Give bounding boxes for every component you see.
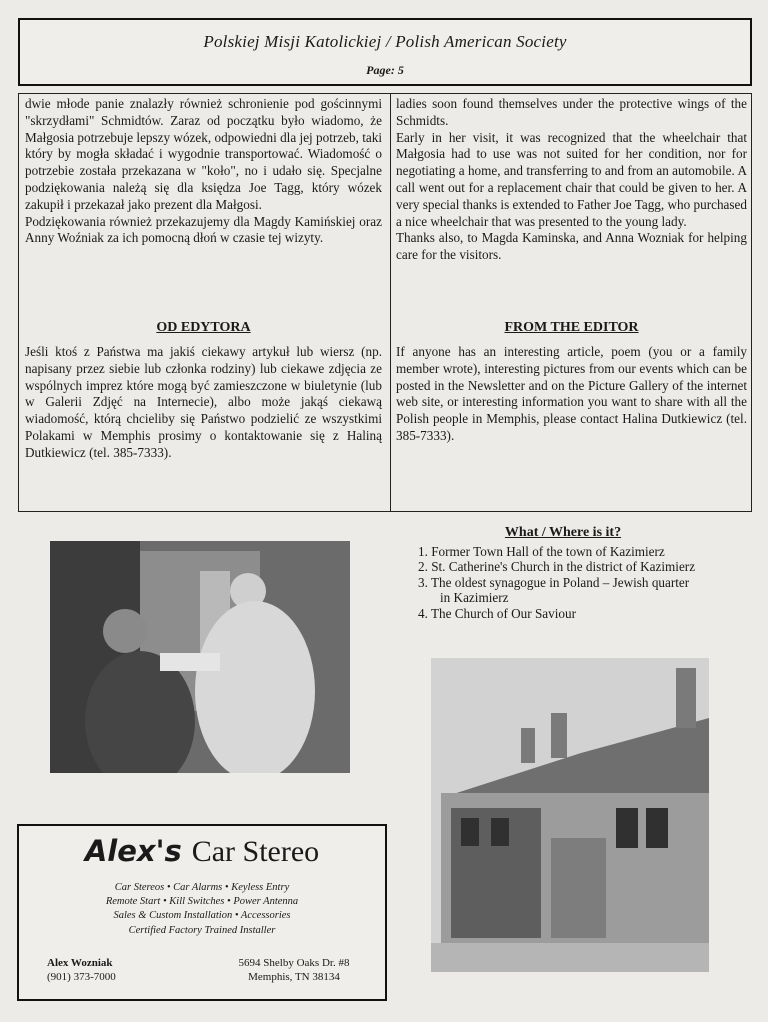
photo-building: [431, 658, 709, 972]
list-item: in Kazimierz: [440, 590, 509, 605]
what-where-section: [418, 525, 758, 621]
paragraph: ladies soon found themselves under the protective wings of the Schmidts.: [396, 96, 747, 128]
list-item: 3. The oldest synagogue in Poland – Jewish quarter: [418, 574, 690, 590]
paragraph: Thanks also, to Magda Kaminska, and Anna Wozniak for helping care for the visitors.: [396, 230, 747, 263]
paragraph: Jeśli ktoś z Państwa ma jakiś ciekawy artykuł lub wiersz (np. napisany przez siebie lub członka rodziny) lub ciekawe zdjęcia ze wspólnych imprez które mogą być zamieszczone w biuletynie (lub w Galerii Zdjęć na Internecie), albo może jakąś ciekawą wiadomość, którą chcieliby się Państwo podzielić ze wszystkimi Polakami w Memphis prosimy o kontaktowanie się z Haliną Dutkiewicz (tel. 385-7333).: [25, 344, 382, 460]
heading-from-the-editor: FROM THE EDITOR: [504, 320, 639, 335]
ad-service-line: Remote Start • Kill Switches • Power Antenna: [105, 896, 299, 908]
editor-note-polish: [25, 344, 382, 462]
column-divider: [390, 94, 391, 511]
what-where-list: [418, 544, 758, 622]
ad-address-line: Memphis, TN 38134: [248, 971, 340, 983]
heading-od-edytora: OD EDYTORA: [156, 320, 251, 335]
photo-presentation: [50, 541, 350, 773]
page-number: Page: 5: [366, 63, 404, 77]
what-where-title: What / Where is it?: [504, 525, 622, 540]
paragraph: If anyone has an interesting article, poem (you or a family member wrote), interesting pictures from our events which can be posted in the Newsletter and on the Picture Gallery of the internet web site, or interesting information you want to share with all the Polish people in Memphis, please contact Halina Dutkiewicz (tel. 385-7333).: [396, 344, 747, 443]
ad-service-line: Certified Factory Trained Installer: [128, 924, 276, 936]
ad-services: [19, 881, 385, 938]
article-box: [18, 93, 752, 512]
photo-presentation-image: [50, 541, 350, 773]
newsletter-title: Polskiej Misji Katolickiej / Polish American Society: [203, 32, 567, 51]
alex-car-stereo-ad: [17, 824, 387, 1001]
ad-address-line: 5694 Shelby Oaks Dr. #8: [238, 957, 350, 969]
list-item: 4. The Church of Our Saviour: [418, 605, 576, 621]
ad-service-line: Car Stereos • Car Alarms • Keyless Entry: [114, 882, 290, 893]
article-polish: [25, 96, 382, 247]
ad-title-text: Car Stereo: [191, 835, 320, 868]
ad-contact-name: Alex Wozniak: [47, 957, 113, 969]
ad-contact: [47, 956, 116, 984]
ad-brand: Alex's: [84, 834, 182, 868]
list-item: 1. Former Town Hall of the town of Kazimierz: [418, 543, 665, 559]
ad-title: [19, 834, 385, 869]
list-item: 2. St. Catherine's Church in the district of Kazimierz: [418, 559, 696, 574]
ad-address: [224, 956, 364, 984]
paragraph: Podziękowania również przekazujemy dla Magdy Kamińskiej oraz Anny Woźniak za ich pomocną dłoń w czasie tej wizyty.: [25, 213, 382, 246]
ad-contact-phone: (901) 373-7000: [47, 971, 116, 983]
editor-note-english: [396, 344, 747, 445]
photo-building-image: [431, 658, 709, 972]
paragraph: dwie młode panie znalazły również schronienie pod gościnnymi "skrzydłami" Schmidtów. Zaraz od początku było wiadomo, że Małgosia potrzebuje lepszy wózek, odpowiedni dla jej potrzeb, taki który by mogła składać i wygodnie transportować. Wiadomość o potrzebie została przekazana w "koło", no i udało się. Specjalne podziękowania należą się dla księdza Joe Tagg, który wózek zakupił i przekazał jako prezent dla Małgosi.: [25, 96, 382, 212]
paragraph: Early in her visit, it was recognized that the wheelchair that Małgosia had to use was not suited for her condition, nor for negotiating a home, and transferring to and from an automobile. A call went out for a replacement chair that could be given to her. A very special thanks is extended to Father Joe Tagg, who purchased a nice wheelchair that was presented to the young lady.: [396, 129, 747, 229]
ad-service-line: Sales & Custom Installation • Accessories: [113, 910, 291, 922]
newsletter-header: [18, 18, 752, 86]
article-english: [396, 96, 747, 264]
